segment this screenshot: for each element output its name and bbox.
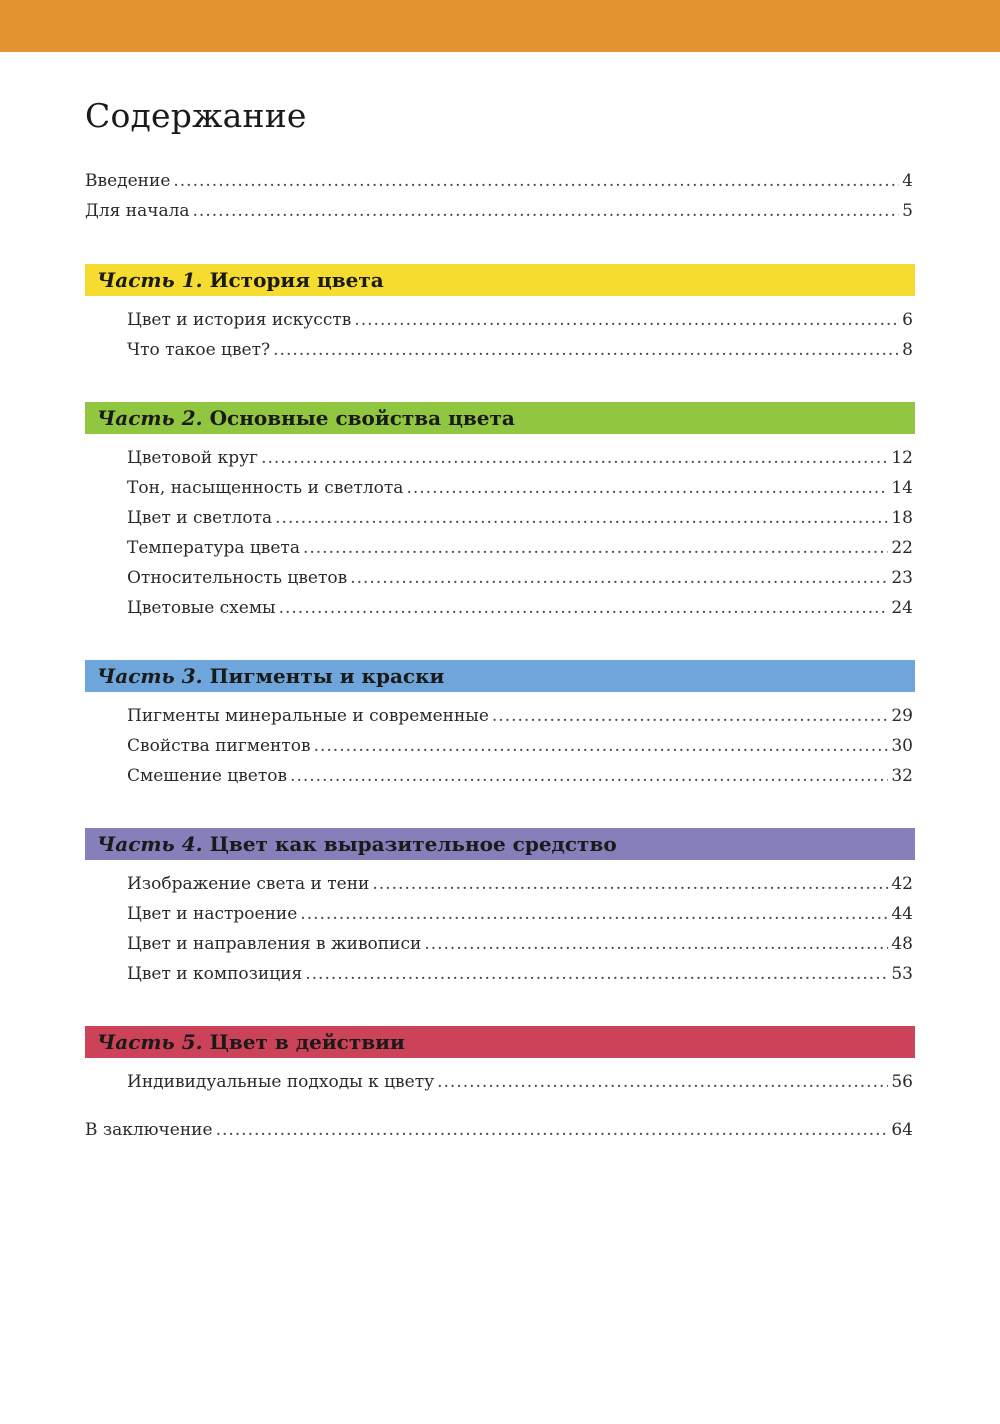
dot-leader	[354, 310, 899, 330]
toc-entry[interactable]	[127, 706, 913, 736]
toc-entry-label: Относительность цветов	[127, 568, 348, 588]
dot-leader	[279, 598, 889, 618]
dot-leader	[275, 508, 888, 528]
part-3-header[interactable]	[85, 660, 915, 692]
dot-leader	[437, 1072, 888, 1092]
toc-entry-label: Пигменты минеральные и современные	[127, 706, 489, 726]
toc-entry-label: Что такое цвет?	[127, 340, 271, 360]
top-color-bar	[0, 0, 1000, 52]
toc-entry-page: 23	[891, 568, 913, 588]
toc-entry-label: Цвет и композиция	[127, 964, 303, 984]
toc-entry-page: 12	[891, 448, 913, 468]
toc-entry-label: Индивидуальные подходы к цвету	[127, 1072, 435, 1092]
toc-entry-page: 6	[902, 310, 913, 330]
part-2-header[interactable]	[85, 402, 915, 434]
dot-leader	[303, 538, 888, 558]
toc-entry[interactable]	[127, 964, 913, 994]
dot-leader	[273, 340, 899, 360]
part-title: Цвет в действии	[209, 1030, 405, 1054]
dot-leader	[300, 904, 888, 924]
part-5-header[interactable]	[85, 1026, 915, 1058]
toc-entry-label: Температура цвета	[127, 538, 300, 558]
dot-leader	[305, 964, 888, 984]
toc-entry-page: 42	[891, 874, 913, 894]
toc-entry[interactable]	[127, 448, 913, 478]
toc-entry-page: 48	[891, 934, 913, 954]
toc-entry-page: 44	[891, 904, 913, 924]
part-number: Часть 4.	[97, 832, 203, 856]
part-title: Основные свойства цвета	[209, 406, 515, 430]
toc-entry-page: 56	[891, 1072, 913, 1092]
toc-entry-getting-started[interactable]	[85, 201, 913, 231]
toc-entry-label: Смешение цветов	[127, 766, 288, 786]
toc-entry-page: 30	[891, 736, 913, 756]
part-4-header[interactable]	[85, 828, 915, 860]
toc-entry-label: Цвет и настроение	[127, 904, 298, 924]
dot-leader	[424, 934, 888, 954]
toc-entry-label: Цвет и история искусств	[127, 310, 352, 330]
toc-entry-page: 32	[891, 766, 913, 786]
toc-entry[interactable]	[127, 310, 913, 340]
toc-entry-label: Цветовой круг	[127, 448, 259, 468]
toc-entry[interactable]	[127, 568, 913, 598]
dot-leader	[492, 706, 888, 726]
toc-entry-label: Введение	[85, 171, 171, 191]
part-number: Часть 2.	[97, 406, 203, 430]
toc-entry-page: 8	[902, 340, 913, 360]
toc-entry[interactable]	[127, 934, 913, 964]
toc-entry-label: Для начала	[85, 201, 190, 221]
toc-entry-label: Тон, насыщенность и светлота	[127, 478, 404, 498]
toc-entry-page: 5	[902, 201, 913, 221]
toc-entry-page: 24	[891, 598, 913, 618]
toc-entry[interactable]	[127, 538, 913, 568]
part-1-header[interactable]	[85, 264, 915, 296]
part-title: Пигменты и краски	[209, 664, 445, 688]
toc-entry[interactable]	[127, 1072, 913, 1102]
toc-entry-label: Изображение света и тени	[127, 874, 370, 894]
toc-entry[interactable]	[127, 598, 913, 628]
part-number: Часть 3.	[97, 664, 203, 688]
dot-leader	[290, 766, 888, 786]
toc-entry-page: 53	[891, 964, 913, 984]
toc-entry[interactable]	[127, 904, 913, 934]
dot-leader	[193, 201, 900, 221]
part-title: Цвет как выразительное средство	[209, 832, 617, 856]
toc-entry[interactable]	[127, 874, 913, 904]
toc-entry-page: 14	[891, 478, 913, 498]
toc-entry-page: 4	[902, 171, 913, 191]
part-title: История цвета	[209, 268, 384, 292]
dot-leader	[173, 171, 899, 191]
toc-entry-label: В заключение	[85, 1120, 213, 1140]
toc-entry[interactable]	[127, 766, 913, 796]
dot-leader	[372, 874, 888, 894]
toc-entry-conclusion[interactable]	[85, 1120, 913, 1150]
toc-entry-label: Цвет и светлота	[127, 508, 273, 528]
toc-entry-label: Цветовые схемы	[127, 598, 276, 618]
toc-entry-page: 64	[891, 1120, 913, 1140]
page-title: Содержание	[85, 96, 307, 135]
dot-leader	[216, 1120, 889, 1140]
toc-entry-page: 22	[891, 538, 913, 558]
toc-entry-label: Цвет и направления в живописи	[127, 934, 422, 954]
toc-entry[interactable]	[127, 478, 913, 508]
part-number: Часть 5.	[97, 1030, 203, 1054]
dot-leader	[350, 568, 888, 588]
toc-entry[interactable]	[127, 736, 913, 766]
dot-leader	[406, 478, 888, 498]
toc-entry[interactable]	[127, 340, 913, 370]
toc-entry-page: 29	[891, 706, 913, 726]
toc-entry-page: 18	[891, 508, 913, 528]
dot-leader	[314, 736, 889, 756]
part-number: Часть 1.	[97, 268, 203, 292]
toc-entry[interactable]	[127, 508, 913, 538]
toc-entry-introduction[interactable]	[85, 171, 913, 201]
dot-leader	[261, 448, 888, 468]
toc-entry-label: Свойства пигментов	[127, 736, 311, 756]
